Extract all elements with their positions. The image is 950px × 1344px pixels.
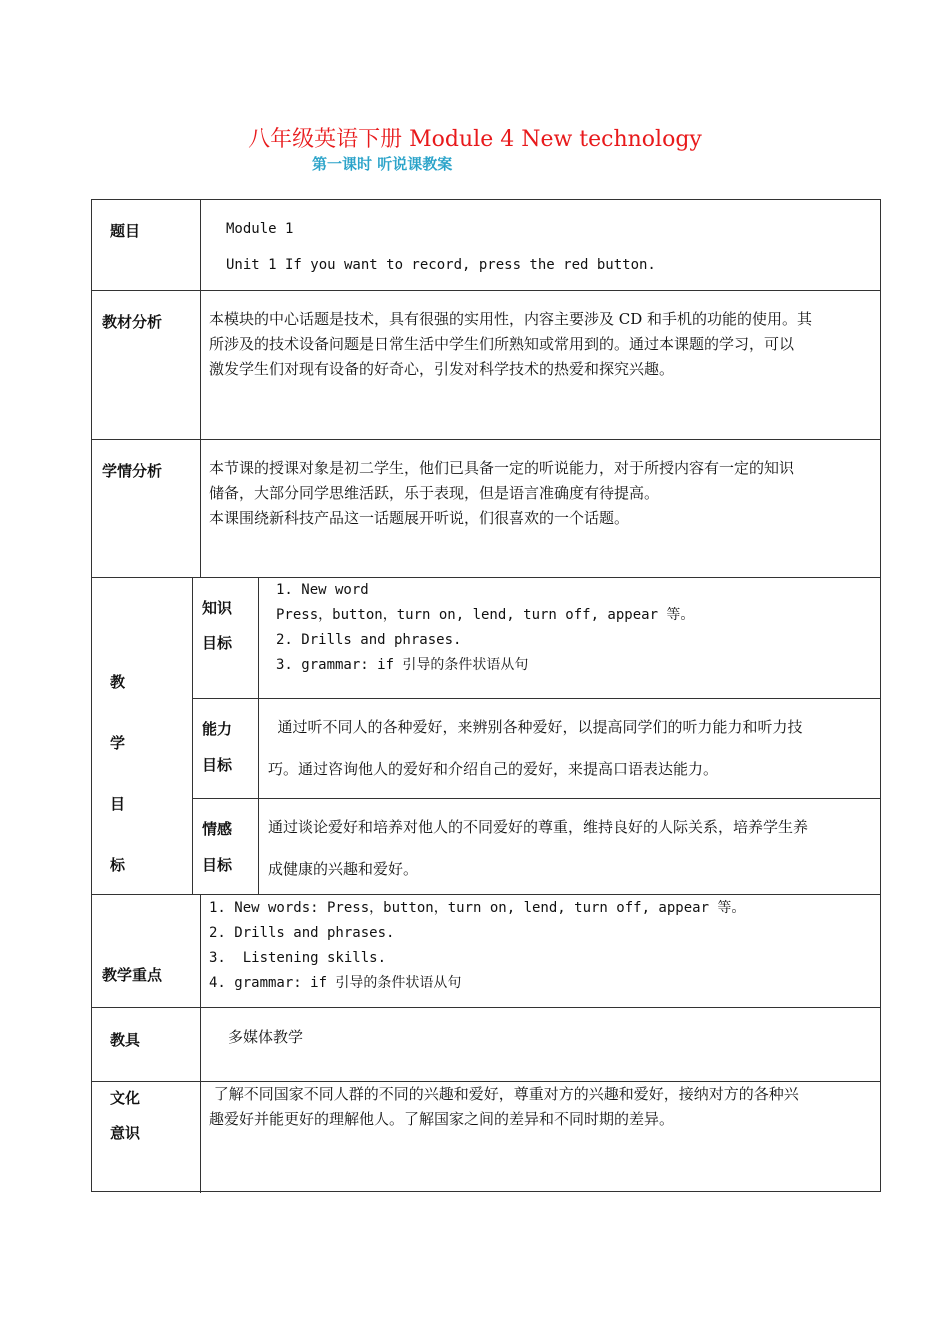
knowledge-label: 目标 [202, 634, 233, 652]
students-line: 储备，大部分同学思维活跃，乐于表现，但是语言准确度有待提高。 [209, 484, 660, 502]
keypoints-line: 4. grammar: if 引导的条件状语从句 [209, 975, 462, 991]
students-line: 本节课的授课对象是初二学生，他们已具备一定的听说能力，对于所授内容有一定的知识 [209, 459, 795, 477]
row-divider [92, 290, 880, 291]
culture-label: 文化 [110, 1089, 141, 1107]
students-label: 学情分析 [102, 462, 163, 480]
lesson-plan-table [91, 199, 881, 1192]
ability-label: 能力 [202, 720, 233, 738]
culture-line: 了解不同国家不同人群的不同的兴趣和爱好，尊重对方的兴趣和爱好，接纳对方的各种兴 [209, 1085, 799, 1103]
row-divider [92, 439, 880, 440]
column-divider [192, 577, 193, 894]
emotion-label: 情感 [202, 820, 233, 838]
topic-label: 题目 [110, 222, 141, 240]
students-line: 本课围绕新科技产品这一话题展开听说，们很喜欢的一个话题。 [209, 509, 630, 527]
ability-label: 目标 [202, 756, 233, 774]
material-line: 激发学生们对现有设备的好奇心，引发对科学技术的热爱和探究兴趣。 [209, 360, 675, 378]
row-divider [92, 577, 880, 578]
emotion-label: 目标 [202, 856, 233, 874]
keypoints-label: 教学重点 [102, 966, 163, 984]
material-line: 所涉及的技术设备问题是日常生活中学生们所熟知或常用到的。通过本课题的学习，可以 [209, 335, 795, 353]
goals-label-char: 目 [110, 795, 126, 813]
ability-line: 巧。通过咨询他人的爱好和介绍自己的爱好，来提高口语表达能力。 [268, 760, 719, 778]
knowledge-line: Press，button，turn on, lend, turn off, appear 等。 [276, 607, 695, 623]
tools-label: 教具 [110, 1031, 141, 1049]
keypoints-line: 1. New words: Press，button，turn on, lend, turn off, appear 等。 [209, 900, 746, 916]
goals-label-char: 学 [110, 734, 126, 752]
knowledge-line: 1. New word [276, 582, 369, 598]
column-divider [258, 577, 259, 894]
row-divider [192, 798, 880, 799]
material-line: 本模块的中心话题是技术，具有很强的实用性，内容主要涉及 CD 和手机的功能的使用。其 [209, 310, 813, 328]
row-divider [92, 894, 880, 895]
goals-label-char: 教 [110, 673, 126, 691]
column-divider [200, 894, 201, 1193]
column-divider [200, 200, 201, 577]
knowledge-line: 2. Drills and phrases. [276, 632, 462, 648]
document-title: 八年级英语下册 Module 4 New technology [248, 127, 702, 152]
emotion-line: 通过谈论爱好和培养对他人的不同爱好的尊重，维持良好的人际关系，培养学生养 [268, 818, 809, 836]
row-divider [92, 1007, 880, 1008]
topic-unit: Unit 1 If you want to record, press the red button. [226, 257, 656, 273]
topic-module: Module 1 [226, 221, 294, 237]
culture-label: 意识 [110, 1124, 141, 1142]
knowledge-line: 3. grammar: if 引导的条件状语从句 [276, 657, 529, 673]
ability-line: 通过听不同人的各种爱好，来辨别各种爱好，以提高同学们的听力能力和听力技 [268, 718, 803, 736]
tools-text: 多媒体教学 [228, 1028, 304, 1046]
emotion-line: 成健康的兴趣和爱好。 [268, 860, 419, 878]
keypoints-line: 3. Listening skills. [209, 950, 387, 966]
goals-label-char: 标 [110, 856, 126, 874]
keypoints-line: 2. Drills and phrases. [209, 925, 395, 941]
culture-line: 趣爱好并能更好的理解他人。了解国家之间的差异和不同时期的差异。 [209, 1110, 675, 1128]
material-label: 教材分析 [102, 313, 163, 331]
document-subtitle: 第一课时 听说课教案 [312, 155, 453, 173]
knowledge-label: 知识 [202, 599, 233, 617]
row-divider [192, 698, 880, 699]
